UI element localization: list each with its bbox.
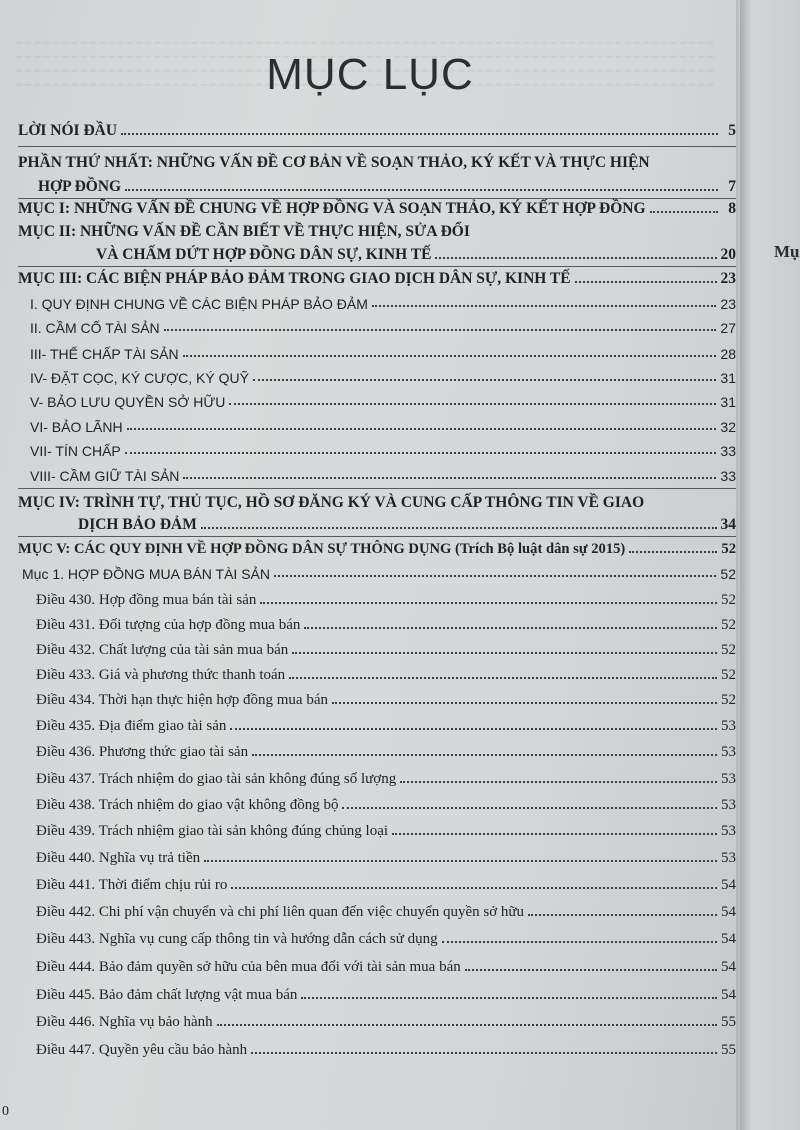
leader-dots: [442, 940, 717, 943]
leader-dots: [230, 727, 717, 730]
toc-entry-label: Điều 439. Trách nhiệm giao tài sản không đúng chủng loại: [36, 823, 389, 839]
next-page-text: Mụ: [774, 242, 800, 261]
toc-entry-label: Điều 440. Nghĩa vụ trả tiền: [36, 850, 201, 866]
toc-entry-muc2[interactable]: [18, 246, 736, 264]
leader-dots: [121, 132, 718, 135]
toc-entry-label: Điều 434. Thời hạn thực hiện hợp đồng mua bán: [36, 692, 329, 708]
toc-page-number: 8: [728, 200, 736, 217]
toc-page-number: 53: [721, 850, 736, 866]
leader-dots: [289, 676, 717, 679]
toc-page-number: 55: [721, 1014, 736, 1030]
toc-entry-muc3-item[interactable]: [30, 419, 736, 435]
toc-entry-label: Điều 433. Giá và phương thức thanh toán: [36, 667, 286, 683]
toc-entry-label: I. QUY ĐỊNH CHUNG VỀ CÁC BIỆN PHÁP BẢO ĐẢM: [30, 296, 368, 312]
toc-entry-article[interactable]: [36, 617, 736, 634]
toc-entry-muc3-item[interactable]: [30, 443, 736, 459]
page-title: MỤC LỤC: [266, 50, 474, 99]
toc-entry-muc3-item[interactable]: [30, 394, 736, 410]
toc-page-number: 27: [720, 320, 736, 336]
toc-entry-label: Điều 443. Nghĩa vụ cung cấp thông tin và hướng dẫn cách sử dụng: [36, 931, 438, 947]
leader-dots: [575, 280, 717, 283]
toc-entry-phan1-line1[interactable]: PHẦN THỨ NHẤT: NHỮNG VẤN ĐỀ CƠ BẢN VỀ SOẠN THẢO, KÝ KẾT VÀ THỰC HIỆN: [18, 154, 650, 171]
leader-dots: [435, 256, 716, 259]
toc-entry-phan1[interactable]: [18, 178, 736, 196]
toc-entry-article[interactable]: [36, 744, 736, 761]
bleed-through-texture: ~~~~~~~~~~~~~~~~~~~~~~~~~~~~~~~~~~~~~~~~~~~~~~~~~~~~~~~~~~~~~~~~~~~~~~~~~~~~ ~~~~~~~~~~~~~~~~~~~~~~~~~~~~~~~~~~~~~~~~~~~~~~~~~~~~~~~~~~~~~~~~~~~~~~~~~~~~ ~~~~~~~~~~~~~~~~~~~~~~~~~~~~~~~~~~~~~~~~~~~~~~~~~~~~~~~~~~~~~~~~~~~~~~~~~~~~ ~~~~~~~~~~~~~~~~~~~~~~~~~~~~~~~~~~~~~~~~~~~~~~~~~~~~~~~~~~~~~~~~~~~~~~~~~~~~: [14, 36, 715, 91]
toc-entry-article[interactable]: [36, 642, 736, 659]
toc-entry-label: Điều 445. Bảo đảm chất lượng vật mua bán: [36, 987, 298, 1003]
toc-page-number: 53: [721, 823, 736, 839]
toc-page-number: 5: [728, 122, 736, 139]
toc-entry-label: Điều 438. Trách nhiệm do giao vật không đồng bộ: [36, 797, 339, 813]
toc-page-number: 54: [721, 877, 736, 893]
toc-entry-muc4-line1[interactable]: MỤC IV: TRÌNH TỰ, THỦ TỤC, HỒ SƠ ĐĂNG KÝ VÀ CUNG CẤP THÔNG TIN VỀ GIAO: [18, 494, 645, 511]
toc-entry-label: VIII- CẦM GIỮ TÀI SẢN: [30, 468, 180, 484]
toc-entry-label: Điều 444. Bảo đảm quyền sở hữu của bên mua đối với tài sản mua bán: [36, 959, 461, 975]
toc-entry-label: Mục 1. HỢP ĐỒNG MUA BÁN TÀI SẢN: [22, 566, 270, 582]
leader-dots: [183, 354, 717, 357]
toc-page-number: 54: [721, 987, 736, 1003]
toc-entry-label: Điều 442. Chi phí vận chuyển và chi phí liên quan đến việc chuyển quyền sở hữu: [36, 904, 525, 920]
toc-entry-muc3-item[interactable]: [30, 468, 736, 484]
toc-page-number: 53: [721, 771, 736, 787]
leader-dots: [204, 859, 717, 862]
toc-entry-article[interactable]: [36, 877, 736, 894]
toc-entry-article[interactable]: [36, 987, 736, 1004]
leader-dots: [274, 574, 716, 577]
leader-dots: [164, 328, 717, 331]
toc-page-number: 54: [721, 959, 736, 975]
toc-page-number: 54: [721, 904, 736, 920]
leader-dots: [650, 210, 718, 213]
toc-entry-muc3-item[interactable]: [30, 320, 736, 336]
toc-page-number: 7: [728, 178, 736, 195]
toc-entry-article[interactable]: [36, 1014, 736, 1031]
toc-entry-loi-noi-dau[interactable]: [18, 122, 736, 140]
toc-page-number: 23: [720, 270, 736, 287]
toc-page-number: 52: [721, 541, 736, 557]
leader-dots: [125, 451, 717, 454]
toc-page-number: 52: [720, 566, 736, 582]
leader-dots: [332, 701, 717, 704]
toc-entry-article[interactable]: [36, 959, 736, 976]
leader-dots: [127, 427, 717, 430]
toc-entry-label: Điều 436. Phương thức giao tài sản: [36, 744, 249, 760]
toc-entry-label: LỜI NÓI ĐẦU: [18, 122, 118, 139]
toc-entry-label: VÀ CHẤM DỨT HỢP ĐỒNG DÂN SỰ, KINH TẾ: [96, 246, 432, 263]
toc-entry-label: VI- BẢO LÃNH: [30, 419, 123, 435]
toc-entry-label: Điều 435. Địa điểm giao tài sản: [36, 718, 227, 734]
divider: [18, 536, 736, 537]
leader-dots: [301, 996, 717, 999]
toc-entry-muc3-item[interactable]: [30, 346, 736, 362]
leader-dots: [125, 188, 718, 191]
toc-entry-label: DỊCH BẢO ĐẢM: [78, 516, 197, 533]
toc-entry-label: III- THẾ CHẤP TÀI SẢN: [30, 346, 179, 362]
toc-page-number: 32: [720, 419, 736, 435]
leader-dots: [231, 886, 717, 889]
toc-entry-muc4[interactable]: [18, 516, 736, 534]
toc-entry-article[interactable]: [36, 797, 736, 814]
toc-page-number: 52: [721, 667, 736, 683]
toc-entry-label: MỤC V: CÁC QUY ĐỊNH VỀ HỢP ĐỒNG DÂN SỰ THÔNG DỤNG (Trích Bộ luật dân sự 2015): [18, 541, 626, 557]
toc-entry-muc3[interactable]: [18, 270, 736, 288]
leader-dots: [400, 780, 717, 783]
toc-entry-label: Điều 431. Đối tượng của hợp đồng mua bán: [36, 617, 301, 633]
toc-entry-muc5[interactable]: [18, 541, 736, 558]
toc-entry-label: MỤC I: NHỮNG VẤN ĐỀ CHUNG VỀ HỢP ĐỒNG VÀ SOẠN THẢO, KÝ KẾT HỢP ĐỒNG: [18, 200, 646, 217]
toc-page-number: 23: [720, 296, 736, 312]
toc-page-number: 52: [721, 617, 736, 633]
toc-entry-label: HỢP ĐỒNG: [38, 178, 122, 195]
toc-entry-muc3-item[interactable]: [30, 296, 736, 312]
leader-dots: [372, 304, 717, 307]
leader-dots: [252, 753, 717, 756]
toc-entry-label: MỤC III: CÁC BIỆN PHÁP BẢO ĐẢM TRONG GIAO DỊCH DÂN SỰ, KINH TẾ: [18, 270, 571, 287]
toc-page-number: 34: [720, 516, 736, 533]
toc-page-number: 52: [721, 642, 736, 658]
toc-page-number: 33: [720, 468, 736, 484]
toc-entry-article[interactable]: [36, 718, 736, 735]
toc-entry-label: Điều 437. Trách nhiệm do giao tài sản không đúng số lượng: [36, 771, 397, 787]
toc-page-number: 53: [721, 718, 736, 734]
divider: [18, 266, 736, 267]
leader-dots: [251, 1051, 717, 1054]
leader-dots: [201, 526, 717, 529]
toc-entry-label: II. CẦM CỐ TÀI SẢN: [30, 320, 160, 336]
leader-dots: [392, 832, 717, 835]
leader-dots: [253, 378, 716, 381]
toc-page-number: 53: [721, 744, 736, 760]
toc-entry-label: Điều 430. Hợp đồng mua bán tài sản: [36, 592, 257, 608]
leader-dots: [629, 550, 717, 553]
toc-page-number: 52: [721, 592, 736, 608]
toc-page-number: 28: [720, 346, 736, 362]
toc-entry-label: Điều 447. Quyền yêu cầu bảo hành: [36, 1042, 248, 1058]
toc-page-number: 33: [720, 443, 736, 459]
toc-entry-muc2-line1[interactable]: MỤC II: NHỮNG VẤN ĐỀ CẦN BIẾT VỀ THỰC HIỆN, SỬA ĐỔI: [18, 223, 470, 240]
toc-entry-article[interactable]: [36, 823, 736, 840]
toc-entry-muc5-sub[interactable]: [22, 566, 736, 582]
leader-dots: [292, 651, 717, 654]
toc-page-number: 31: [720, 394, 736, 410]
leader-dots: [342, 806, 717, 809]
toc-entry-label: Điều 446. Nghĩa vụ bảo hành: [36, 1014, 213, 1030]
toc-entry-label: Điều 441. Thời điểm chịu rủi ro: [36, 877, 228, 893]
toc-page-number: 54: [721, 931, 736, 947]
toc-entry-label: VII- TÍN CHẤP: [30, 443, 121, 459]
toc-entry-label: Điều 432. Chất lượng của tài sản mua bán: [36, 642, 289, 658]
leader-dots: [183, 476, 716, 479]
page-number: 0: [2, 1104, 9, 1119]
toc-entry-article[interactable]: [36, 667, 736, 684]
toc-entry-article[interactable]: [36, 692, 736, 709]
next-page-edge: [740, 0, 800, 1130]
divider: [18, 198, 736, 199]
toc-entry-article[interactable]: [36, 850, 736, 867]
toc-page-number: 20: [720, 246, 736, 263]
toc-page-number: 55: [721, 1042, 736, 1058]
toc-page-number: 31: [720, 370, 736, 386]
leader-dots: [260, 601, 717, 604]
leader-dots: [229, 402, 716, 405]
divider: [18, 146, 736, 147]
toc-entry-label: IV- ĐẶT CỌC, KÝ CƯỢC, KÝ QUỸ: [30, 370, 249, 386]
toc-entry-muc1[interactable]: [18, 200, 736, 218]
toc-entry-muc3-item[interactable]: [30, 370, 736, 386]
leader-dots: [217, 1023, 717, 1026]
toc-page-number: 53: [721, 797, 736, 813]
leader-dots: [465, 968, 717, 971]
divider: [18, 488, 736, 489]
leader-dots: [304, 626, 717, 629]
toc-entry-article[interactable]: [36, 931, 736, 948]
leader-dots: [528, 913, 717, 916]
toc-page-number: 52: [721, 692, 736, 708]
toc-entry-label: V- BẢO LƯU QUYỀN SỞ HỮU: [30, 394, 226, 410]
toc-entry-article[interactable]: [36, 592, 736, 609]
toc-entry-article[interactable]: [36, 771, 736, 788]
toc-entry-article[interactable]: [36, 1042, 736, 1059]
toc-entry-article[interactable]: [36, 904, 736, 921]
